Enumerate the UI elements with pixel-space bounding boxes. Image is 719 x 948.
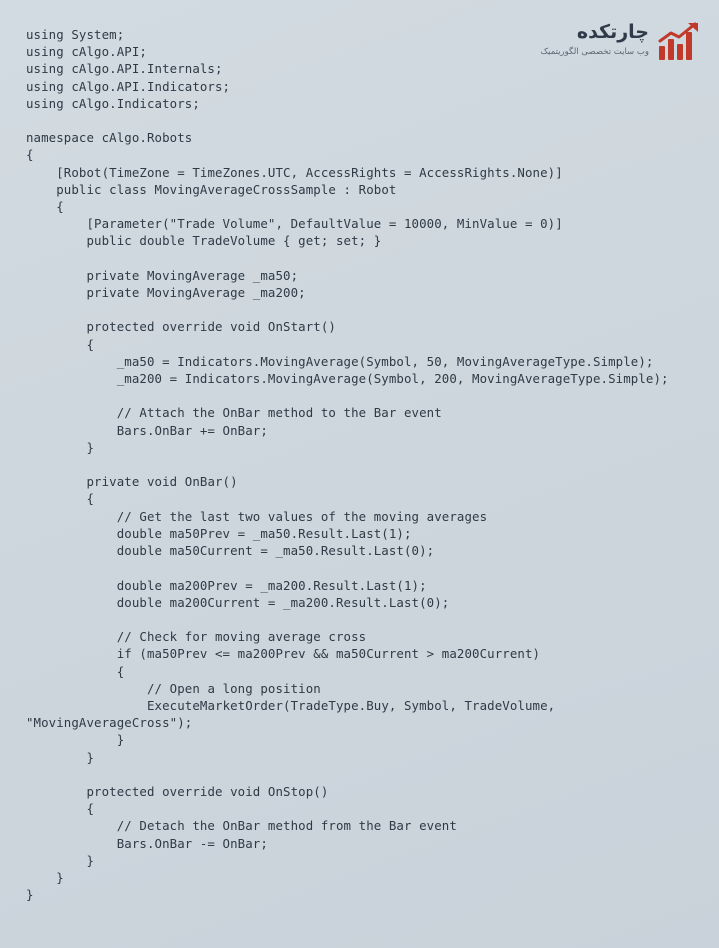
code-line: double ma50Prev = _ma50.Result.Last(1); [26,525,412,541]
code-line: // Open a long position [26,680,321,696]
code-line: private MovingAverage _ma200; [26,285,306,301]
code-line: _ma50 = Indicators.MovingAverage(Symbol, 50, MovingAverageType.Simple); [26,353,654,369]
code-line: protected override void OnStop() [26,783,329,799]
code-line: protected override void OnStart() [26,319,336,335]
code-line: double ma50Current = _ma50.Result.Last(0); [26,543,435,559]
code-line: } [26,749,95,765]
code-line: public class MovingAverageCrossSample : Robot [26,181,397,197]
code-line [26,559,698,576]
code-line: using System; [26,27,125,42]
code-line: [Robot(TimeZone = TimeZones.UTC, AccessRights = AccessRights.None)] [26,164,563,180]
code-line [26,387,698,404]
code-line: { [26,663,125,679]
code-line: using cAlgo.API; [26,44,147,60]
code-line: } [26,852,95,868]
code-line: { [26,801,95,817]
code-line: { [26,147,34,163]
code-line: using cAlgo.Indicators; [26,95,200,111]
code-line: } [26,869,64,885]
code-line [26,611,698,628]
code-line: // Check for moving average cross [26,629,367,645]
code-line: // Attach the OnBar method to the Bar event [26,405,442,421]
code-line: { [26,336,95,352]
code-line [26,250,698,267]
code-line: if (ma50Prev <= ma200Prev && ma50Current > ma200Current) [26,646,541,662]
code-line: using cAlgo.API.Internals; [26,61,223,77]
code-line: [Parameter("Trade Volume", DefaultValue = 10000, MinValue = 0)] [26,216,563,232]
code-line: namespace cAlgo.Robots [26,130,193,146]
code-line: { [26,491,95,507]
code-line: // Detach the OnBar method from the Bar event [26,818,457,834]
code-line [26,456,698,473]
code-line [26,112,698,129]
code-line: public double TradeVolume { get; set; } [26,233,382,249]
code-line: _ma200 = Indicators.MovingAverage(Symbol, 200, MovingAverageType.Simple); [26,371,669,387]
logo-subtitle: وب سایت تخصصی الگوریتمیک [540,46,649,57]
code-line: private void OnBar() [26,474,238,490]
code-line: { [26,199,64,215]
code-line: Bars.OnBar -= OnBar; [26,835,268,851]
code-line: } [26,732,125,748]
code-line: } [26,887,34,903]
code-line: using cAlgo.API.Indicators; [26,78,231,94]
code-line: } [26,439,95,455]
code-line: ExecuteMarketOrder(TradeType.Buy, Symbol, TradeVolume, "MovingAverageCross"); [26,697,563,731]
code-line: // Get the last two values of the moving averages [26,508,488,524]
logo-title: چارتکده [576,21,649,43]
code-line: double ma200Prev = _ma200.Result.Last(1); [26,577,427,593]
code-line: Bars.OnBar += OnBar; [26,422,268,438]
code-line [26,301,698,318]
code-line: private MovingAverage _ma50; [26,267,299,283]
code-block [26,26,698,903]
code-line [26,766,698,783]
code-line: double ma200Current = _ma200.Result.Last(0); [26,594,450,610]
